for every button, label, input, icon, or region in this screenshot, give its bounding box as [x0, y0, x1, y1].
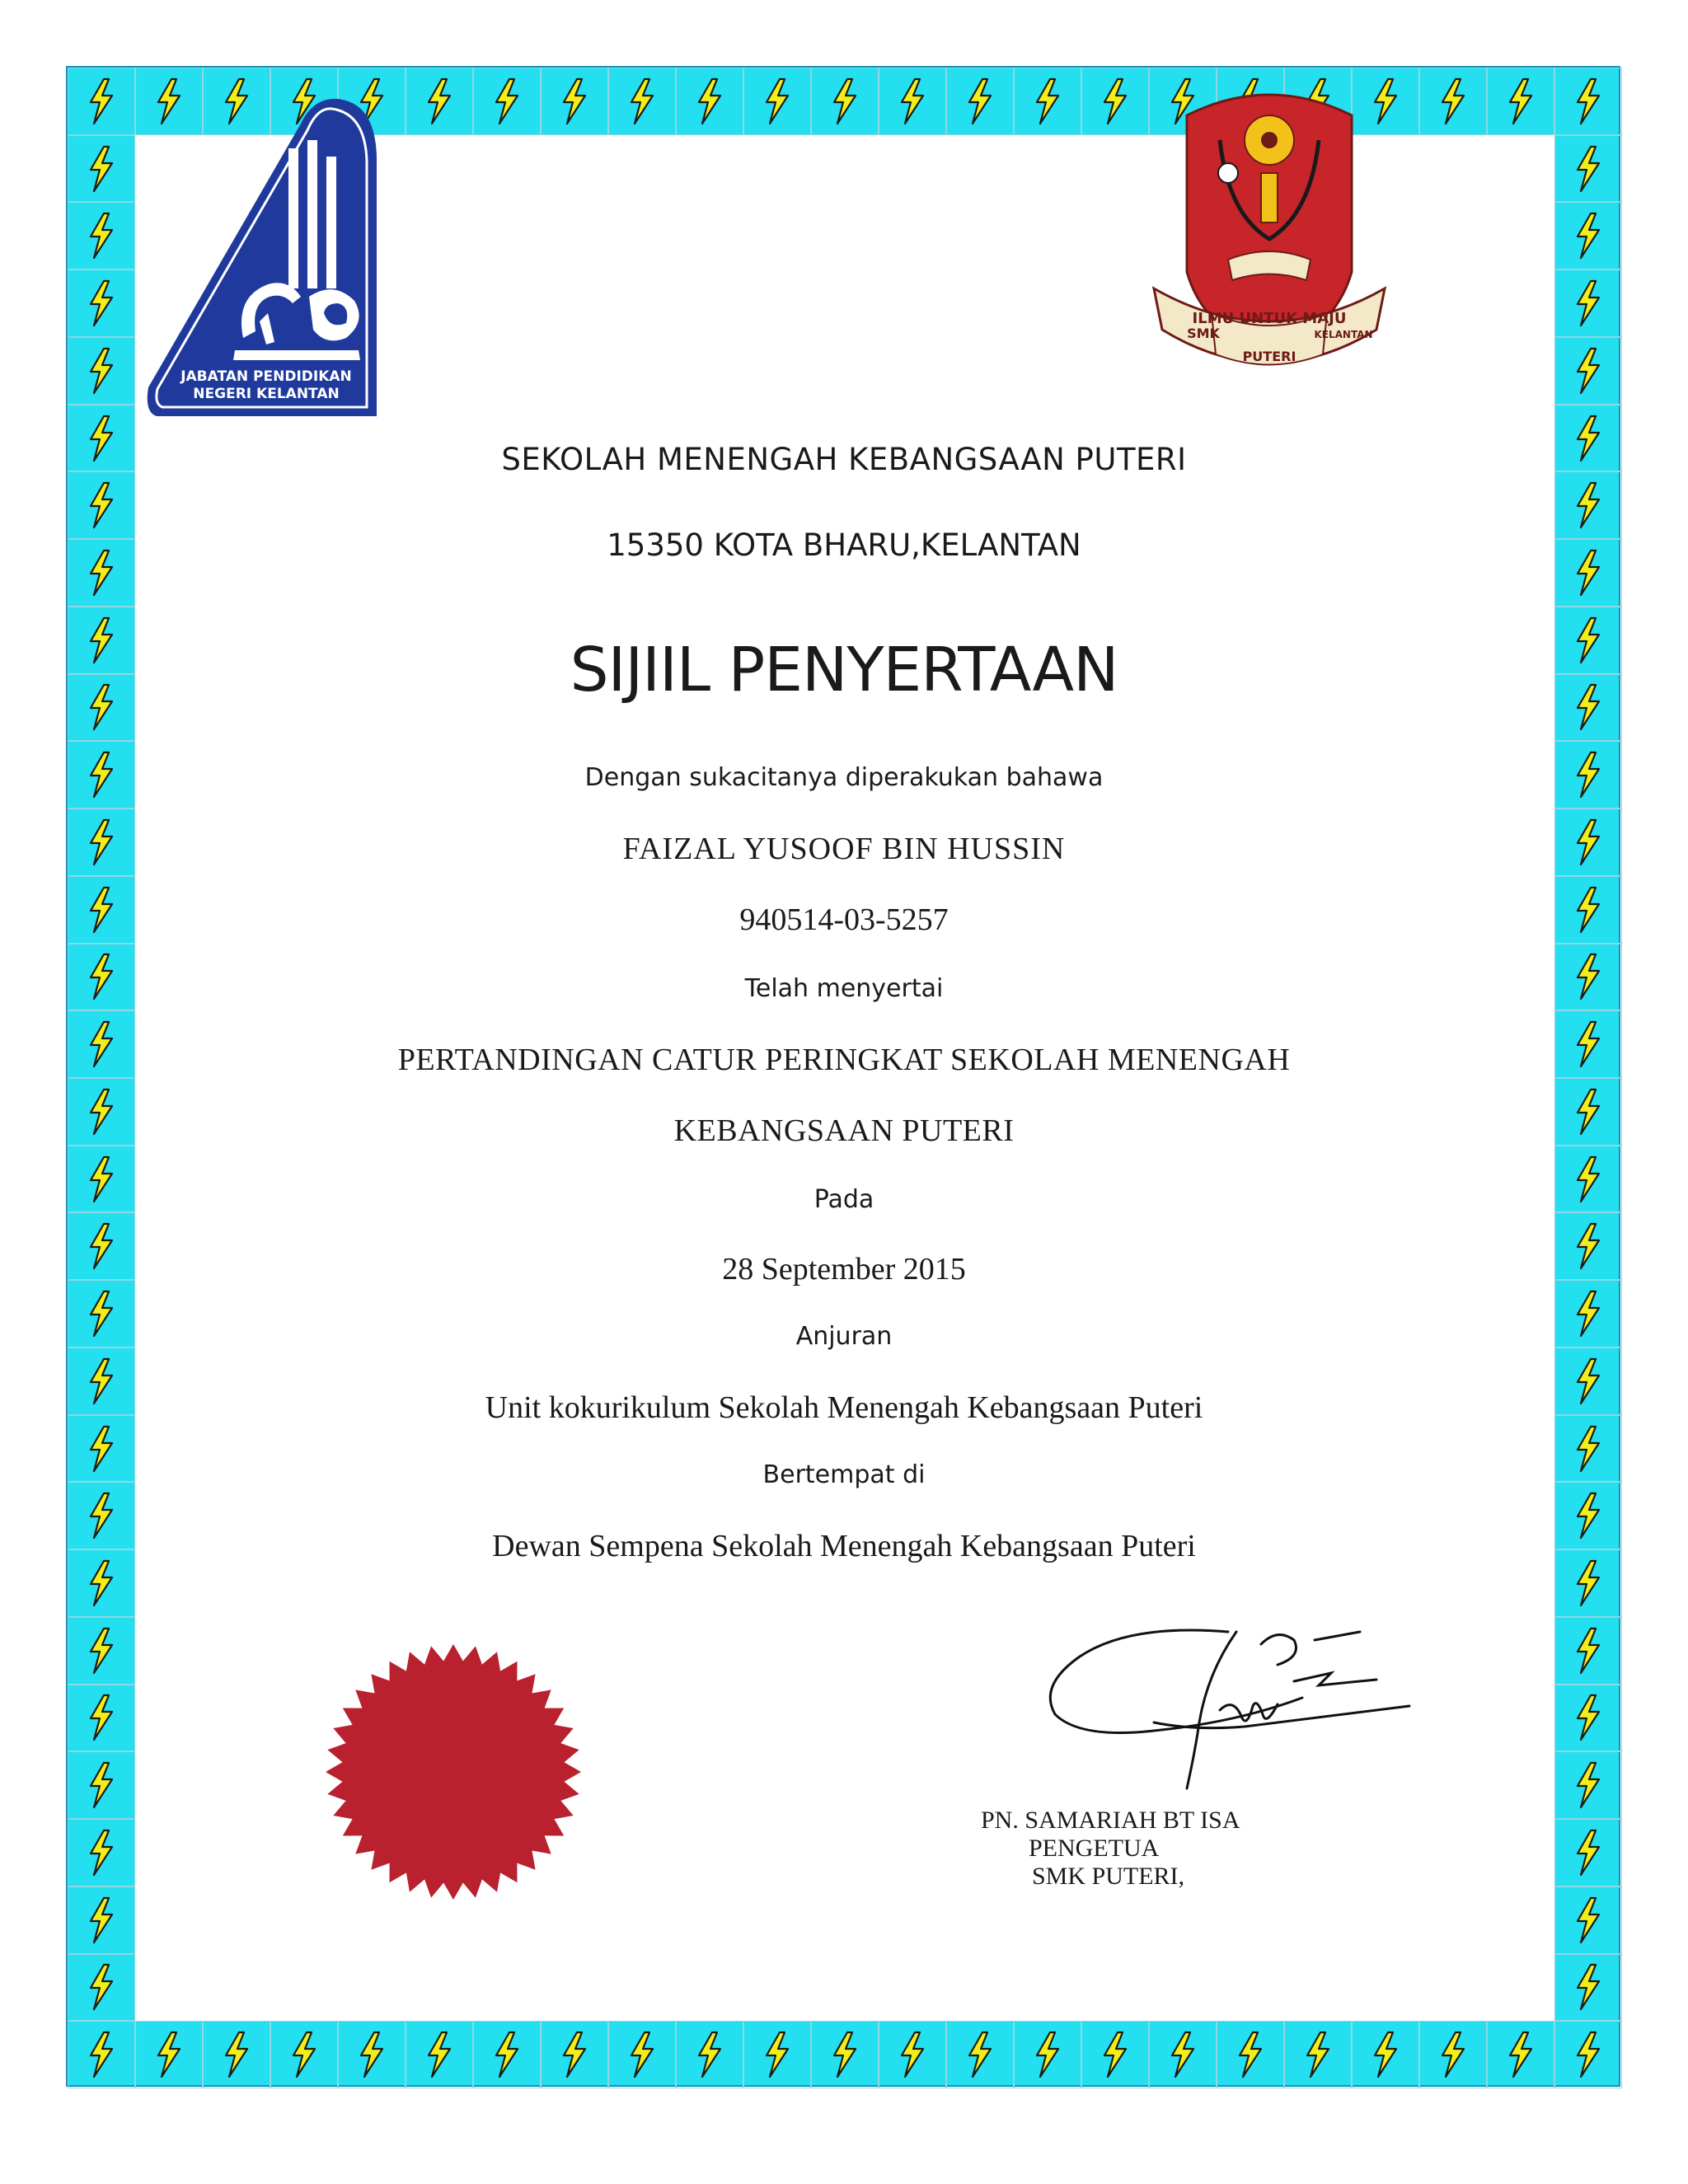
- joined-label: Telah menyertai: [744, 974, 944, 1003]
- lightning-bolt-icon: [1217, 2021, 1284, 2088]
- lightning-bolt-icon: [68, 1751, 135, 1819]
- lightning-bolt-icon: [946, 68, 1014, 135]
- lightning-bolt-icon: [743, 68, 811, 135]
- lightning-bolt-icon: [1554, 1819, 1622, 1886]
- crest-motto-4: KELANTAN: [1314, 329, 1373, 340]
- signatory-block: [981, 1807, 1352, 1891]
- lightning-bolt-icon: [1014, 2021, 1081, 2088]
- lightning-bolt-icon: [406, 2021, 473, 2088]
- logo-left-text-2: NEGERI KELANTAN: [193, 386, 340, 402]
- lightning-bolt-icon: [1554, 202, 1622, 269]
- crest-motto-2: SMK: [1187, 326, 1220, 341]
- lightning-bolt-icon: [811, 68, 879, 135]
- event-date: 28 September 2015: [722, 1252, 966, 1286]
- signatory-school: SMK PUTERI,: [1032, 1863, 1185, 1890]
- lightning-bolt-icon: [68, 269, 135, 337]
- lightning-bolt-icon: [541, 2021, 608, 2088]
- lightning-bolt-icon: [1554, 1685, 1622, 1752]
- lightning-bolt-icon: [1554, 1617, 1622, 1685]
- crest-motto-3: PUTERI: [1242, 349, 1296, 364]
- lightning-bolt-icon: [1554, 1954, 1622, 2022]
- lightning-bolt-icon: [1554, 1751, 1622, 1819]
- lightning-bolt-icon: [676, 68, 743, 135]
- lightning-bolt-icon: [1014, 68, 1081, 135]
- lightning-bolt-icon: [68, 202, 135, 269]
- lightning-bolt-icon: [68, 337, 135, 405]
- signatory-name: PN. SAMARIAH BT ISA: [981, 1807, 1240, 1834]
- event-name-line1: PERTANDINGAN CATUR PERINGKAT SEKOLAH MENENGAH: [397, 1043, 1291, 1077]
- lightning-bolt-icon: [1554, 269, 1622, 337]
- lightning-bolt-icon: [1487, 2021, 1554, 2088]
- lightning-bolt-icon: [68, 1954, 135, 2022]
- lightning-bolt-icon: [203, 2021, 270, 2088]
- event-name-line2: KEBANGSAAN PUTERI: [673, 1113, 1015, 1148]
- lightning-bolt-icon: [1554, 337, 1622, 405]
- lightning-bolt-icon: [541, 68, 608, 135]
- signature: [1030, 1607, 1418, 1797]
- lightning-bolt-icon: [1554, 135, 1622, 203]
- lightning-bolt-icon: [811, 2021, 879, 2088]
- lightning-bolt-icon: [68, 1819, 135, 1886]
- recipient-ic: 940514-03-5257: [739, 902, 949, 937]
- lightning-bolt-icon: [68, 1886, 135, 1954]
- certificate-title: SIJIIL PENYERTAAN: [570, 635, 1118, 705]
- crest-motto-1: ILMU UNTUK MAJU: [1192, 310, 1347, 327]
- lightning-bolt-icon: [406, 68, 473, 135]
- lightning-bolt-icon: [473, 2021, 541, 2088]
- lightning-bolt-icon: [1149, 2021, 1217, 2088]
- lightning-bolt-icon: [1554, 68, 1622, 135]
- jabatan-pendidikan-logo: [144, 91, 379, 420]
- lightning-bolt-icon: [1419, 68, 1487, 135]
- lightning-bolt-icon: [1554, 2021, 1622, 2088]
- school-name: SEKOLAH MENENGAH KEBANGSAAN PUTERI: [501, 442, 1187, 477]
- lightning-bolt-icon: [676, 2021, 743, 2088]
- lightning-bolt-icon: [338, 2021, 406, 2088]
- lightning-bolt-icon: [1554, 1886, 1622, 1954]
- venue: Dewan Sempena Sekolah Menengah Kebangsaan Puteri: [492, 1529, 1196, 1563]
- lightning-bolt-icon: [68, 1685, 135, 1752]
- lightning-bolt-icon: [879, 68, 946, 135]
- lightning-bolt-icon: [68, 135, 135, 203]
- signatory-title: PENGETUA: [1029, 1835, 1160, 1862]
- lightning-bolt-icon: [135, 2021, 203, 2088]
- lightning-bolt-icon: [68, 2021, 135, 2088]
- organiser: Unit kokurikulum Sekolah Menengah Kebangsaan Puteri: [485, 1390, 1203, 1425]
- lightning-bolt-icon: [68, 1617, 135, 1685]
- lightning-bolt-icon: [879, 2021, 946, 2088]
- intro-text: Dengan sukacitanya diperakukan bahawa: [584, 763, 1104, 792]
- logo-left-text-1: JABATAN PENDIDIKAN: [181, 368, 352, 385]
- lightning-bolt-icon: [1487, 68, 1554, 135]
- school-crest-logo: [1137, 82, 1401, 396]
- lightning-bolt-icon: [608, 68, 676, 135]
- lightning-bolt-icon: [1081, 2021, 1149, 2088]
- lightning-bolt-icon: [1419, 2021, 1487, 2088]
- lightning-bolt-icon: [473, 68, 541, 135]
- lightning-bolt-icon: [608, 2021, 676, 2088]
- lightning-bolt-icon: [946, 2021, 1014, 2088]
- school-address: 15350 KOTA BHARU,KELANTAN: [607, 527, 1081, 563]
- lightning-bolt-icon: [68, 68, 135, 135]
- lightning-bolt-icon: [270, 2021, 338, 2088]
- organised-label: Anjuran: [795, 1322, 893, 1351]
- on-label: Pada: [814, 1185, 874, 1214]
- venue-label: Bertempat di: [762, 1460, 926, 1489]
- lightning-bolt-icon: [1284, 2021, 1352, 2088]
- lightning-bolt-icon: [743, 2021, 811, 2088]
- recipient-name: FAIZAL YUSOOF BIN HUSSIN: [622, 832, 1066, 866]
- lightning-bolt-icon: [1352, 2021, 1419, 2088]
- red-seal: [321, 1640, 585, 1904]
